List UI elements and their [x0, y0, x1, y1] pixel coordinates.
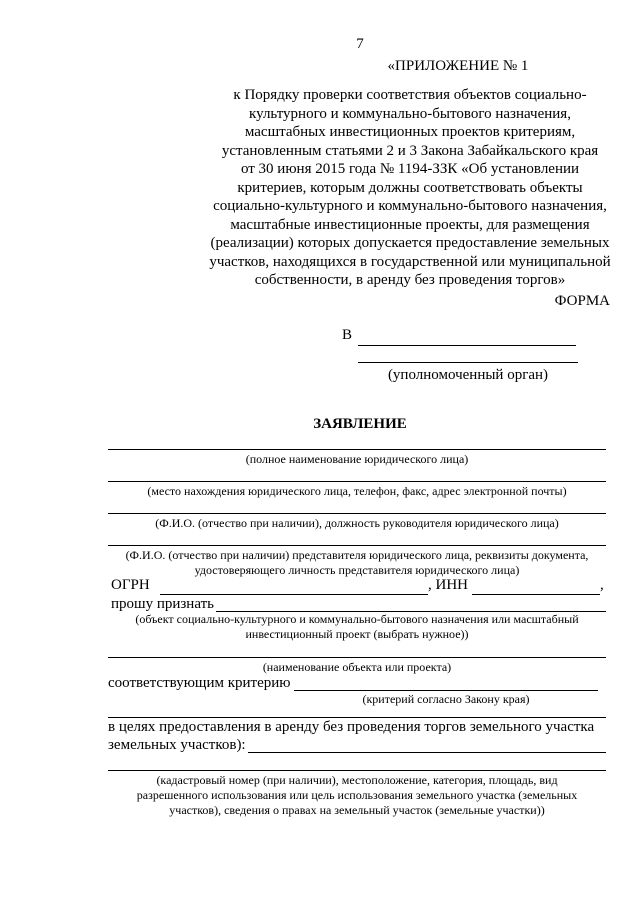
order-line: собственности, в аренду без проведения торгов»: [254, 272, 566, 288]
order-reference: [195, 86, 625, 290]
ogrn-field[interactable]: [160, 594, 428, 595]
criterion-caption: (критерий согласно Закону края): [362, 692, 530, 706]
head-line[interactable]: [108, 513, 606, 514]
location-line[interactable]: [108, 481, 606, 482]
inn-field[interactable]: [472, 594, 600, 595]
purpose-text-1: в целях предоставления в аренду без проведения торгов земельного участка: [108, 719, 595, 735]
representative-caption-2: удостоверяющего личность представителя юридического лица): [194, 563, 520, 577]
appendix-title: «ПРИЛОЖЕНИЕ № 1: [387, 58, 529, 74]
land-caption-2: разрешенного использования или цель использования земельного участка (земельных: [136, 788, 578, 802]
land-caption-3: участков), сведения о правах на земельный участок (земельные участки)): [169, 803, 545, 817]
order-line: установленным статьями 2 и 3 Закона Забайкальского края: [221, 142, 599, 159]
land-plot-line[interactable]: [248, 752, 606, 753]
form-label: ФОРМА: [554, 293, 610, 309]
inn-end: ,: [600, 577, 604, 593]
order-line: масштабных инвестиционных проектов критериям,: [244, 124, 576, 140]
addressee-line-2[interactable]: [358, 362, 578, 363]
full-name-line[interactable]: [108, 449, 606, 450]
addressee-caption: (уполномоченный орган): [387, 367, 549, 383]
order-line: участков, находящихся в государственной или муниципальной: [209, 253, 611, 270]
location-caption: (место нахождения юридического лица, телефон, факс, адрес электронной почты): [147, 484, 567, 498]
order-line: критериев, которым должны соответствовать объекты: [237, 179, 583, 196]
criterion-label: соответствующим критерию: [108, 675, 291, 691]
addressee-prefix: В: [342, 327, 353, 343]
inn-label: , ИНН: [428, 577, 468, 593]
land-caption-1: (кадастровый номер (при наличии), местоположение, категория, площадь, вид: [156, 773, 558, 787]
order-line: социально-культурного и коммунально-бытового назначения,: [213, 198, 607, 214]
request-label: прошу признать: [111, 596, 215, 612]
representative-caption-1: (Ф.И.О. (отчество при наличии) представителя юридического лица, реквизиты документа,: [125, 548, 589, 562]
purpose-line[interactable]: [108, 717, 606, 718]
addressee-line-1[interactable]: [358, 345, 576, 346]
object-name-line[interactable]: [108, 657, 606, 658]
representative-line[interactable]: [108, 545, 606, 546]
order-line: (реализации) которых допускается предоставление земельных: [210, 235, 610, 251]
ogrn-label: ОГРН: [111, 577, 150, 593]
order-line: культурного и коммунально-бытового назначения,: [249, 105, 571, 122]
purpose-text-2: земельных участков):: [108, 737, 246, 753]
object-name-caption: (наименование объекта или проекта): [262, 660, 452, 674]
order-line: масштабные инвестиционные проекты, для размещения: [230, 216, 590, 233]
head-caption: (Ф.И.О. (отчество при наличии), должность руководителя юридического лица): [155, 516, 559, 530]
object-caption-2: инвестиционный проект (выбрать нужное)): [245, 627, 469, 641]
order-line: от 30 июня 2015 года № 1194-ЗЗК «Об установлении: [240, 161, 580, 177]
order-line: к Порядку проверки соответствия объектов социально-: [233, 87, 587, 103]
page-number: 7: [356, 36, 364, 52]
full-name-caption: (полное наименование юридического лица): [245, 452, 469, 466]
land-details-line[interactable]: [108, 770, 606, 771]
document-title: ЗАЯВЛЕНИЕ: [313, 416, 407, 432]
criterion-line[interactable]: [294, 690, 598, 691]
object-caption-1: (объект социально-культурного и коммунально-бытового назначения или масштабный: [135, 612, 579, 626]
